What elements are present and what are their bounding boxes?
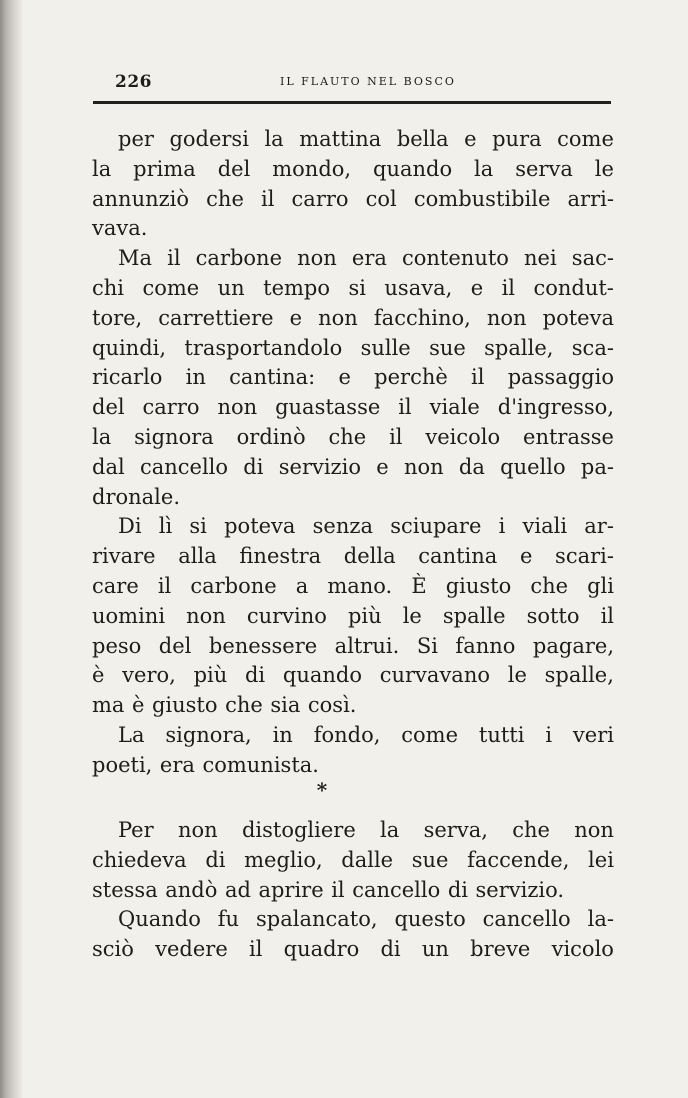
page-header — [115, 72, 633, 96]
running-title: IL FLAUTO NEL BOSCO — [280, 75, 456, 88]
book-spine-shadow — [0, 0, 22, 1098]
body-text-section-1 — [92, 125, 614, 781]
paragraph — [92, 512, 614, 721]
text-line: sciò vedere il quadro di un breve vicolo — [92, 937, 614, 962]
text-line: poeti, era comunista. — [92, 752, 319, 777]
text-line: Quando fu spalancato, questo cancello la- — [118, 907, 614, 932]
text-line: chiedeva di meglio, dalle sue faccende, lei — [92, 847, 614, 872]
body-text-section-2 — [92, 816, 614, 965]
text-line: stessa andò ad aprire il cancello di servizio. — [92, 877, 565, 902]
text-line: vava. — [92, 216, 148, 241]
text-line: care il carbone a mano. È giusto che gli — [92, 573, 614, 598]
paragraph — [92, 816, 614, 905]
text-line: ricarlo in cantina: e perchè il passaggio — [92, 365, 614, 390]
text-line: dronale. — [92, 484, 180, 509]
paragraph — [92, 721, 614, 781]
text-line: la prima del mondo, quando la serva le — [92, 156, 614, 181]
text-line: Di lì si poteva senza sciupare i viali ar- — [118, 514, 614, 539]
text-line: annunziò che il carro col combustibile arri- — [92, 186, 614, 211]
text-line: è vero, più di quando curvavano le spalle, — [92, 663, 614, 688]
paragraph — [92, 125, 614, 244]
text-line: Ma il carbone non era contenuto nei sac- — [118, 246, 614, 271]
text-line: per godersi la mattina bella e pura come — [118, 127, 614, 151]
header-rule — [93, 101, 611, 104]
text-line: del carro non guastasse il viale d'ingresso, — [92, 395, 614, 420]
text-line: peso del benessere altrui. Si fanno pagare, — [92, 633, 614, 658]
text-line: La signora, in fondo, come tutti i veri — [118, 722, 614, 747]
text-line: la signora ordinò che il veicolo entrasse — [92, 424, 614, 449]
text-line: ma è giusto che sia così. — [92, 693, 357, 718]
text-line: rivare alla finestra della cantina e scari- — [92, 544, 614, 569]
page-number: 226 — [115, 72, 152, 92]
text-line: Per non distogliere la serva, che non — [118, 818, 614, 842]
text-line: chi come un tempo si usava, e il condut- — [92, 275, 614, 300]
text-line: dal cancello di servizio e non da quello pa- — [92, 454, 614, 479]
text-line: tore, carrettiere e non facchino, non poteva — [92, 305, 614, 330]
text-line: uomini non curvino più le spalle sotto il — [92, 603, 614, 628]
section-separator: * — [316, 778, 328, 802]
paragraph — [92, 244, 614, 512]
text-line: quindi, trasportandolo sulle sue spalle, sca- — [92, 335, 614, 360]
paragraph — [92, 905, 614, 965]
